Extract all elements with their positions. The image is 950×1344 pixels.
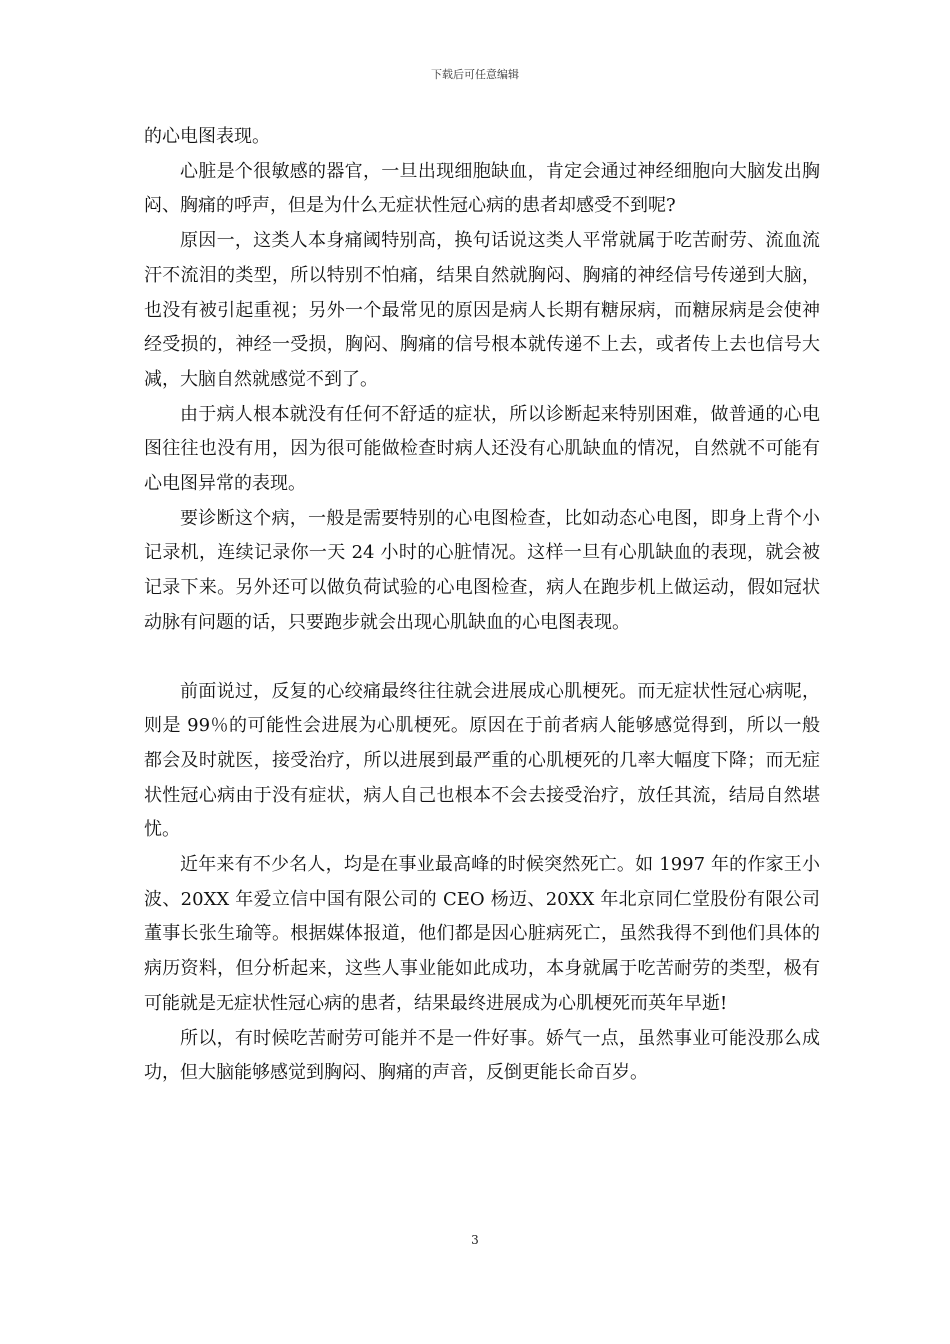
paragraph: 心脏是个很敏感的器官，一旦出现细胞缺血，肯定会通过神经细胞向大脑发出胸闷、胸痛的呼声，但是为什么无症状性冠心病的患者却感受不到呢?: [144, 160, 820, 217]
body-text: [144, 120, 820, 1091]
paragraph: 由于病人根本就没有任何不舒适的症状，所以诊断起来特别困难，做普通的心电图往往也没有用，因为很可能做检查时病人还没有心肌缺血的情况，自然就不可能有心电图异常的表现。: [144, 403, 820, 495]
page-header: 下载后可任意编辑: [431, 68, 519, 81]
paragraph-continuation: 的心电图表现。: [144, 126, 270, 147]
paragraph: 要诊断这个病，一般是需要特别的心电图检查，比如动态心电图，即身上背个小记录机，连续记录你一天 24 小时的心脏情况。这样一旦有心肌缺血的表现，就会被记录下来。另外还可以做负荷试验的心电图检查，病人在跑步机上做运动，假如冠状动脉有问题的话，只要跑步就会出现心肌缺血的心电图表现。: [144, 507, 820, 633]
page-number: 3: [471, 1233, 479, 1247]
paragraph: 前面说过，反复的心绞痛最终往往就会进展成心肌梗死。而无症状性冠心病呢，则是 99％的可能性会进展为心肌梗死。原因在于前者病人能够感觉得到，所以一般都会及时就医，接受治疗，所以进展到最严重的心肌梗死的几率大幅度下降；而无症状性冠心病由于没有症状，病人自己也根本不会去接受治疗，放任其流，结局自然堪忧。: [144, 680, 820, 841]
paragraph-gap: [144, 641, 820, 675]
paragraph: 所以，有时候吃苦耐劳可能并不是一件好事。娇气一点，虽然事业可能没那么成功，但大脑能够感觉到胸闷、胸痛的声音，反倒更能长命百岁。: [144, 1027, 820, 1084]
paragraph: 原因一，这类人本身痛阈特别高，换句话说这类人平常就属于吃苦耐劳、流血流汗不流泪的类型，所以特别不怕痛，结果自然就胸闷、胸痛的神经信号传递到大脑，也没有被引起重视；另外一个最常见的原因是病人长期有糖尿病，而糖尿病是会使神经受损的，神经一受损，胸闷、胸痛的信号根本就传递不上去，或者传上去也信号大减，大脑自然就感觉不到了。: [144, 230, 820, 390]
paragraph: 近年来有不少名人，均是在事业最高峰的时候突然死亡。如 1997 年的作家王小波、20XX 年爱立信中国有限公司的 CEO 杨迈、20XX 年北京同仁堂股份有限公司董事长张生瑜等。根据媒体报道，他们都是因心脏病死亡，虽然我得不到他们具体的病历资料，但分析起来，这些人事业能如此成功，本身就属于吃苦耐劳的类型，极有可能就是无症状性冠心病的患者，结果最终进展成为心肌梗死而英年早逝!: [144, 854, 820, 1014]
